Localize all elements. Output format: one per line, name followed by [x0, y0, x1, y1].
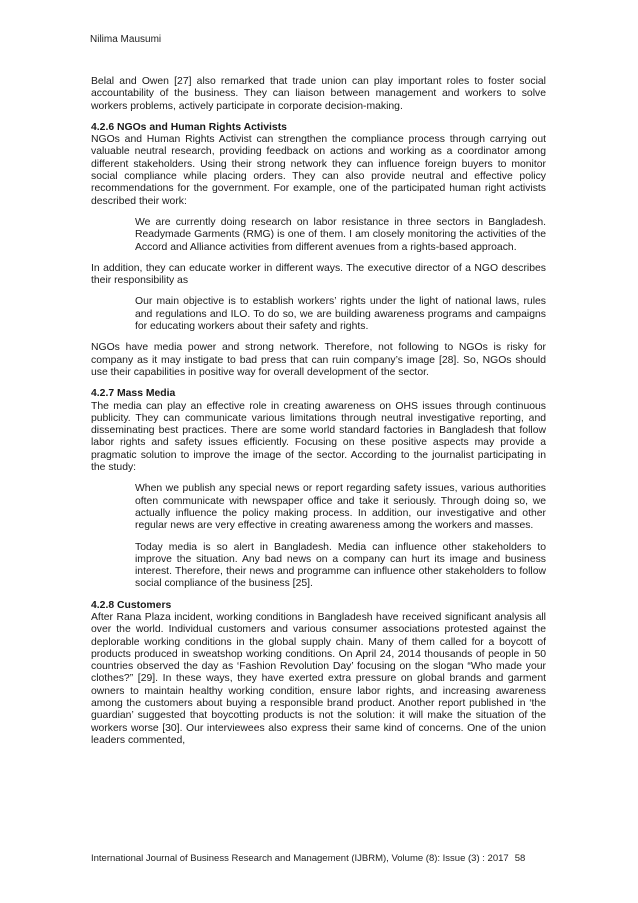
main-content: [91, 76, 546, 756]
quote-ngo-director-text: Our main objective is to establish workers’ rights under the light of national laws, rules and regulations and ILO. To do so, we are building awareness programs and campaigns for educating workers about their safety and rights.: [135, 296, 546, 333]
quote-activist: [91, 217, 546, 254]
section-heading-mass-media: 4.2.7 Mass Media: [91, 388, 176, 400]
running-header-author: Nilima Mausumi: [90, 34, 162, 45]
paragraph-trade-union: Belal and Owen [27] also remarked that trade union can play important roles to foster social accountability of the business. They can liaison between management and workers to solve workers problems, actively participate in corporate decision-making.: [91, 76, 546, 112]
quote-ngo-director: [91, 296, 546, 333]
paragraph-ngos-intro: NGOs and Human Rights Activist can strengthen the compliance process through carrying out valuable neutral research, providing feedback on actions and working as a coordinator among different stakeholders. Using their strong network they can influence foreign buyers to monitor social compliance while placing orders. They can also provide neutral and effective policy recommendations for the government. For example, one of the participated human right activists described their work:: [91, 134, 546, 207]
quote-journalist: [91, 483, 546, 590]
page-number: 58: [514, 853, 526, 864]
page-footer: [91, 853, 546, 864]
paragraph-customers: After Rana Plaza incident, working conditions in Bangladesh have received significant analysis all over the world. Individual customers and various consumer associations protested against the deplorable working conditions in the global supply chain. Many of them called for a boycott of products produced in sweatshop working conditions. On April 24, 2014 thousands of people in 50 countries observed the day as ‘Fashion Revolution Day’ focusing on the slogan “Who made your clothes?” [29]. In these ways, they have exerted extra pressure on global brands and garment owners to maintain healthy working condition, ensure labor rights, and increasing awareness among the customers about buying a responsible brand product. Another report published in ‘the guardian’ suggested that boycotting products is not the solution: it will make the situation of the workers worse [30]. Our interviewees also express their same kind of concerns. One of the union leaders commented,: [91, 611, 546, 746]
footer-journal-citation: International Journal of Business Research and Management (IJBRM), Volume (8): Issue (3) : 2017: [91, 853, 509, 864]
section-heading-customers: 4.2.8 Customers: [91, 599, 172, 611]
paragraph-mass-media: The media can play an effective role in creating awareness on OHS issues through continuous publicity. They can communicate various limitations through neutral investigative reporting, and disseminating best practices. There are some world standard factories in Bangladesh that follow labor rights and safety issues efficiently. Focusing on these positive aspects may provide a pragmatic solution to improve the image of the sector. According to the journalist participating in the study:: [91, 400, 546, 474]
paragraph-ngo-educate: In addition, they can educate worker in different ways. The executive director of a NGO describes their responsibility as: [91, 262, 546, 287]
section-heading-ngos: 4.2.6 NGOs and Human Rights Activists: [91, 121, 287, 133]
paragraph-ngo-media-power: NGOs have media power and strong network. Therefore, not following to NGOs is risky for company as it may instigate to bad press that can ruin company’s image [28]. So, NGOs should use their capabilities in positive way for overall development of the sector.: [91, 342, 546, 378]
quote-activist-text: We are currently doing research on labor resistance in three sectors in Bangladesh. Readymade Garments (RMG) is one of them. I am closely monitoring the activities of the Accord and Alliance activities from different avenues from a rights-based approach.: [135, 216, 546, 253]
quote-journalist-text-1: When we publish any special news or report regarding safety issues, various authorities often communicate with newspaper office and take it seriously. Through doing so, we actually influence the policy making process. In addition, our investigative and other regular news are very effective in creating awareness among the workers and masses.: [135, 483, 546, 532]
quote-journalist-text-2: Today media is so alert in Bangladesh. Media can influence other stakeholders to improve the situation. Any bad news on a company can hurt its image and business interest. Therefore, their news and programme can influence other stakeholders to follow social compliance of the business [25].: [135, 541, 546, 590]
